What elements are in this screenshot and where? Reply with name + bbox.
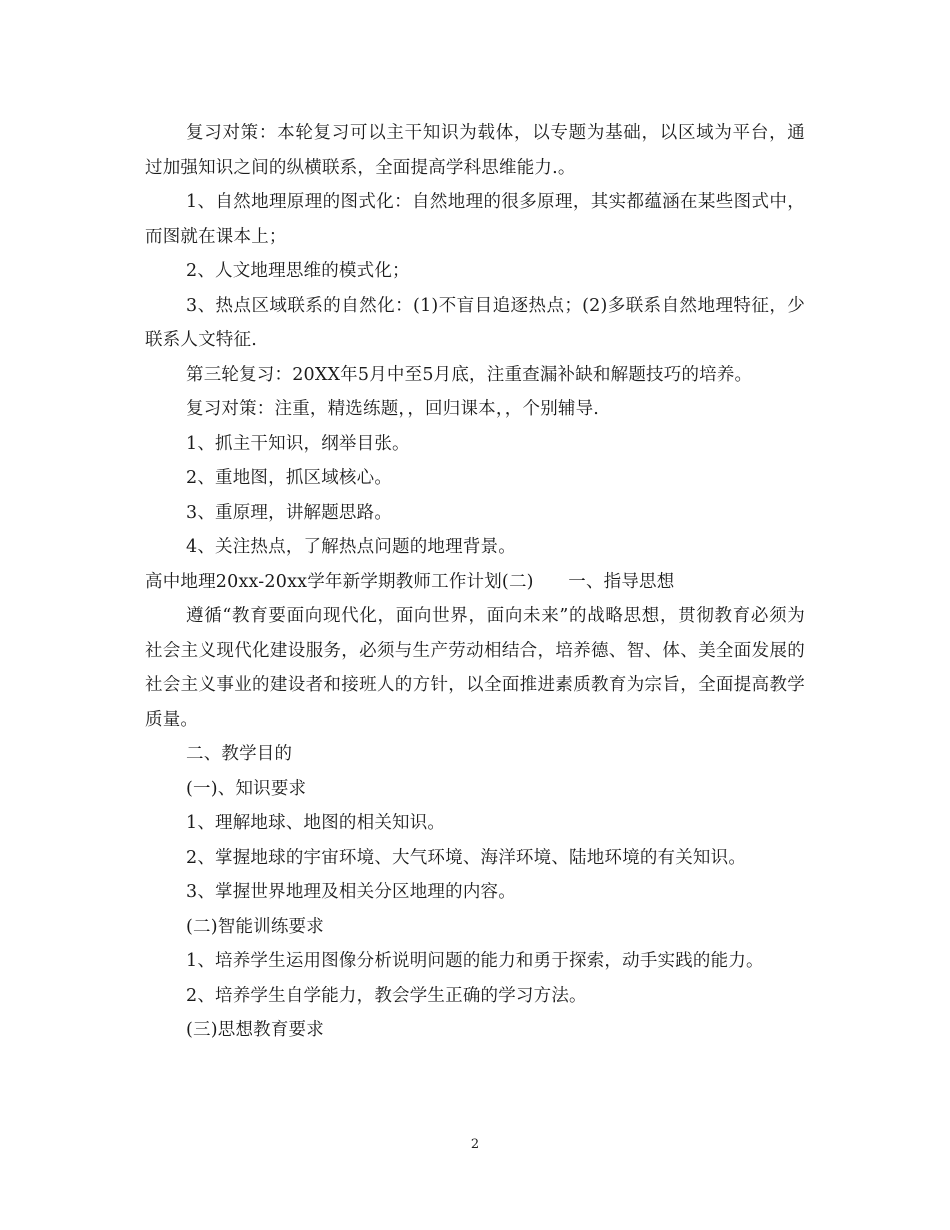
subheading-skill-training: (二)智能训练要求: [186, 916, 324, 937]
paragraph-knowledge-1: 1、理解地球、地图的相关知识。: [186, 813, 446, 833]
paragraph-skill-1: 1、培养学生运用图像分析说明问题的能力和勇于探索，动手实践的能力。: [186, 951, 764, 971]
section-heading-plan-two: 高中地理20xx-20xx学年新学期教师工作计划(二) 一、指导思想: [145, 571, 675, 592]
subheading-moral-education: (三)思想教育要求: [186, 1020, 324, 1040]
paragraph-item-1: 1、自然地理原理的图式化：自然地理的很多原理，其实都蕴涵在某些图式中，而图就在课本上；: [145, 192, 805, 247]
paragraph-knowledge-2: 2、掌握地球的宇宙环境、大气环境、海洋环境、陆地环境的有关知识。: [186, 847, 747, 868]
paragraph-item-2: 2、人文地理思维的模式化；: [186, 261, 410, 281]
paragraph-item-3: 3、热点区域联系的自然化：(1)不盲目追逐热点；(2)多联系自然地理特征，少联系人文特征.: [145, 295, 805, 350]
paragraph-list-item-2: 2、重地图，抓区域核心。: [186, 468, 393, 488]
paragraph-third-round-review: 第三轮复习：20XX年5月中至5月底，注重查漏补缺和解题技巧的培养。: [186, 364, 753, 385]
paragraph-review-strategy: 复习对策：本轮复习可以主干知识为载体，以专题为基础，以区域为平台，通过加强知识之间的纵横联系，全面提高学科思维能力.。: [145, 123, 805, 178]
paragraph-knowledge-3: 3、掌握世界地理及相关分区地理的内容。: [186, 882, 516, 902]
paragraph-list-item-4: 4、关注热点，了解热点问题的地理背景。: [186, 537, 516, 557]
document-body: [145, 116, 805, 1048]
section-heading-teaching-goals: 二、教学目的: [186, 744, 293, 764]
paragraph-skill-2: 2、培养学生自学能力，教会学生正确的学习方法。: [186, 985, 587, 1006]
paragraph-list-item-1: 1、抓主干知识，纲举目张。: [186, 433, 410, 454]
paragraph-list-item-3: 3、重原理，讲解题思路。: [186, 502, 393, 523]
paragraph-review-strategy-2: 复习对策：注重，精选练题，，回归课本，，个别辅导.: [186, 399, 600, 419]
paragraph-guiding-thought: 遵循“教育要面向现代化，面向世界，面向未来”的战略思想，贯彻教育必须为社会主义现代化建设服务，必须与生产劳动相结合，培养德、智、体、美全面发展的社会主义事业的建设者和接班人的方针，以全面推进素质教育为宗旨，全面提高教学质量。: [145, 606, 805, 730]
page-number: 2: [470, 1137, 480, 1152]
subheading-knowledge-requirements: (一)、知识要求: [186, 778, 307, 799]
